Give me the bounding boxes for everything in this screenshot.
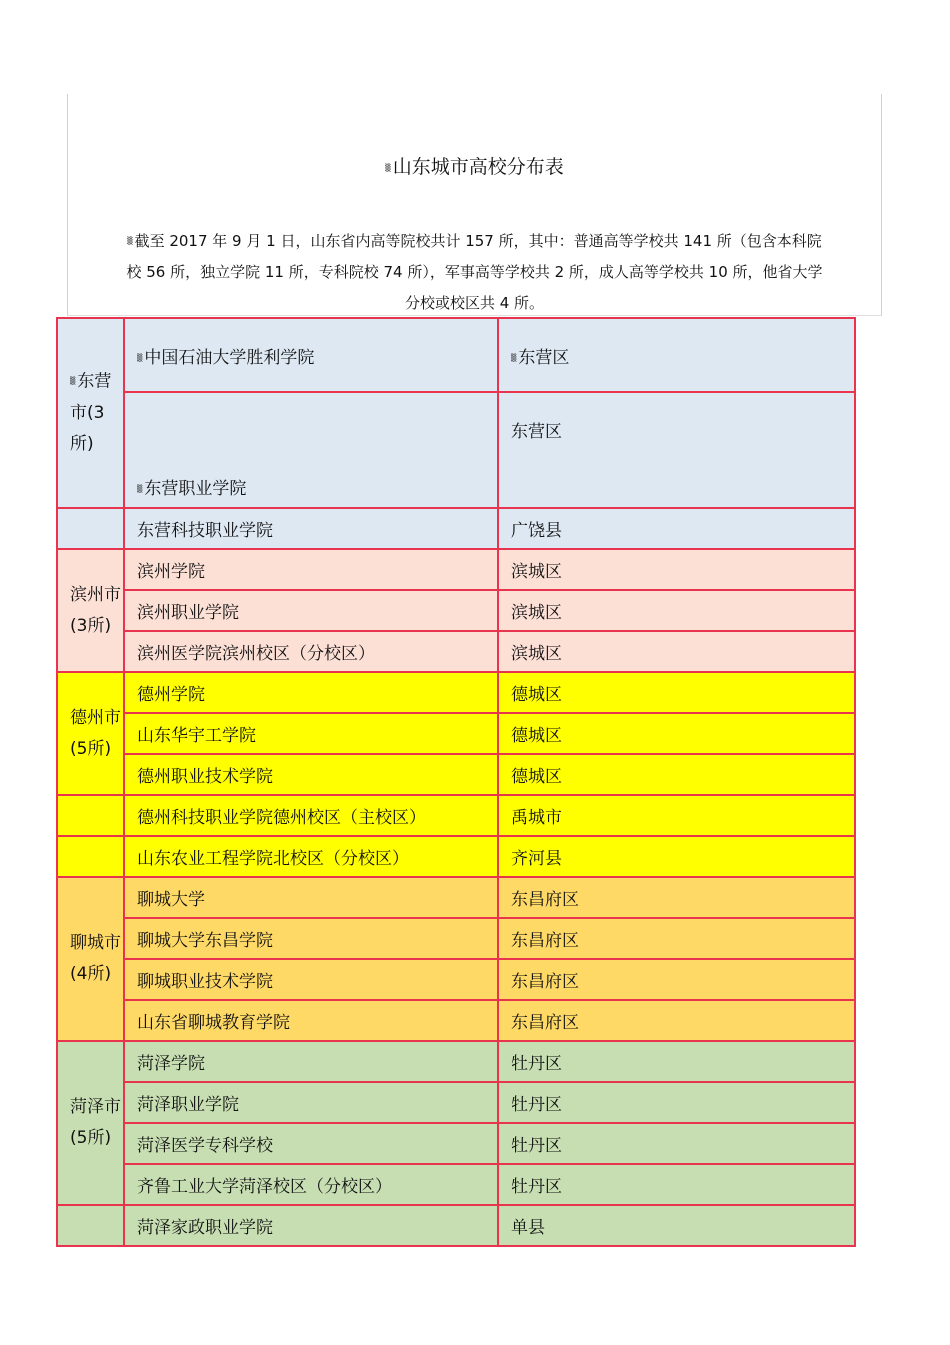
school-cell: 菏泽医学专科学校 xyxy=(124,1123,498,1164)
table-row xyxy=(57,713,855,754)
district-cell: 东昌府区 xyxy=(498,918,855,959)
district-cell: 德城区 xyxy=(498,672,855,713)
district-cell: 牡丹区 xyxy=(498,1082,855,1123)
text-marker: ▒ xyxy=(137,353,143,362)
district-cell: 东昌府区 xyxy=(498,1000,855,1041)
school-cell: 山东省聊城教育学院 xyxy=(124,1000,498,1041)
city-cell-empty xyxy=(57,836,124,877)
table-row xyxy=(57,1164,855,1205)
city-cell: 德州市(5所) xyxy=(57,672,124,795)
district-cell: 德城区 xyxy=(498,754,855,795)
table-row xyxy=(57,1000,855,1041)
table-row xyxy=(57,877,855,918)
district-cell: 滨城区 xyxy=(498,631,855,672)
district-cell: 牡丹区 xyxy=(498,1041,855,1082)
district-cell: 东昌府区 xyxy=(498,877,855,918)
school-cell: 菏泽学院 xyxy=(124,1041,498,1082)
city-cell: 菏泽市(5所) xyxy=(57,1041,124,1205)
table-row xyxy=(57,392,855,508)
district-cell: 齐河县 xyxy=(498,836,855,877)
city-cell: 滨州市(3所) xyxy=(57,549,124,672)
district-cell: ▒ 东营区 xyxy=(498,318,855,392)
school-cell: ▒ 中国石油大学胜利学院 xyxy=(124,318,498,392)
text-marker: ▒ xyxy=(127,237,133,245)
school-cell: 聊城大学东昌学院 xyxy=(124,918,498,959)
text-marker: ▒ xyxy=(137,485,143,493)
table-row xyxy=(57,836,855,877)
city-cell: ▒ 东营市(3所) xyxy=(57,318,124,508)
school-cell: 德州科技职业学院德州校区（主校区） xyxy=(124,795,498,836)
table-row xyxy=(57,795,855,836)
school-cell: 滨州职业学院 xyxy=(124,590,498,631)
text-marker: ▒ xyxy=(70,377,76,386)
intro-line-2: 校 56 所，独立学院 11 所，专科院校 74 所），军事高等学校共 2 所，成人高等学校共 10 所，他省大学 xyxy=(126,263,823,281)
table-row xyxy=(57,1205,855,1246)
district-cell: 滨城区 xyxy=(498,590,855,631)
table-row xyxy=(57,672,855,713)
school-cell: 聊城大学 xyxy=(124,877,498,918)
intro-line-3: 分校或校区共 4 所。 xyxy=(404,294,545,312)
school-cell: 菏泽家政职业学院 xyxy=(124,1205,498,1246)
school-cell: 滨州学院 xyxy=(124,549,498,590)
school-cell: 菏泽职业学院 xyxy=(124,1082,498,1123)
table-row xyxy=(57,1082,855,1123)
school-cell: 聊城职业技术学院 xyxy=(124,959,498,1000)
district-cell: 禹城市 xyxy=(498,795,855,836)
page-title xyxy=(68,152,881,179)
page-title-text: 山东城市高校分布表 xyxy=(392,156,564,178)
school-cell: 滨州医学院滨州校区（分校区） xyxy=(124,631,498,672)
text-marker: ▒ xyxy=(511,353,517,362)
table-row xyxy=(57,318,855,392)
table-row xyxy=(57,1123,855,1164)
district-cell: 滨城区 xyxy=(498,549,855,590)
school-cell: 东营科技职业学院 xyxy=(124,508,498,549)
school-cell: 山东华宇工学院 xyxy=(124,713,498,754)
school-cell: 山东农业工程学院北校区（分校区） xyxy=(124,836,498,877)
district-cell: 东营区 xyxy=(498,392,855,508)
header-box xyxy=(67,94,882,316)
table-row xyxy=(57,959,855,1000)
university-distribution-table xyxy=(56,317,856,1247)
table-row xyxy=(57,549,855,590)
table-row xyxy=(57,590,855,631)
school-cell: 德州职业技术学院 xyxy=(124,754,498,795)
intro-line-1: ▒ 截至 2017 年 9 月 1 日，山东省内高等院校共计 157 所，其中：普通高等学校共 141 所（包含本科院 xyxy=(127,232,822,250)
school-cell: ▒ 东营职业学院 xyxy=(124,392,498,508)
table-row xyxy=(57,754,855,795)
city-cell-empty xyxy=(57,508,124,549)
table-row xyxy=(57,918,855,959)
text-marker: ▒ xyxy=(385,164,391,172)
district-cell: 单县 xyxy=(498,1205,855,1246)
city-cell-empty xyxy=(57,795,124,836)
district-cell: 东昌府区 xyxy=(498,959,855,1000)
school-cell: 德州学院 xyxy=(124,672,498,713)
district-cell: 牡丹区 xyxy=(498,1164,855,1205)
intro-paragraph xyxy=(68,226,881,319)
district-cell: 牡丹区 xyxy=(498,1123,855,1164)
table-row xyxy=(57,1041,855,1082)
city-cell-empty xyxy=(57,1205,124,1246)
table-row xyxy=(57,508,855,549)
city-cell: 聊城市(4所) xyxy=(57,877,124,1041)
table-row xyxy=(57,631,855,672)
district-cell: 广饶县 xyxy=(498,508,855,549)
school-cell: 齐鲁工业大学菏泽校区（分校区） xyxy=(124,1164,498,1205)
district-cell: 德城区 xyxy=(498,713,855,754)
